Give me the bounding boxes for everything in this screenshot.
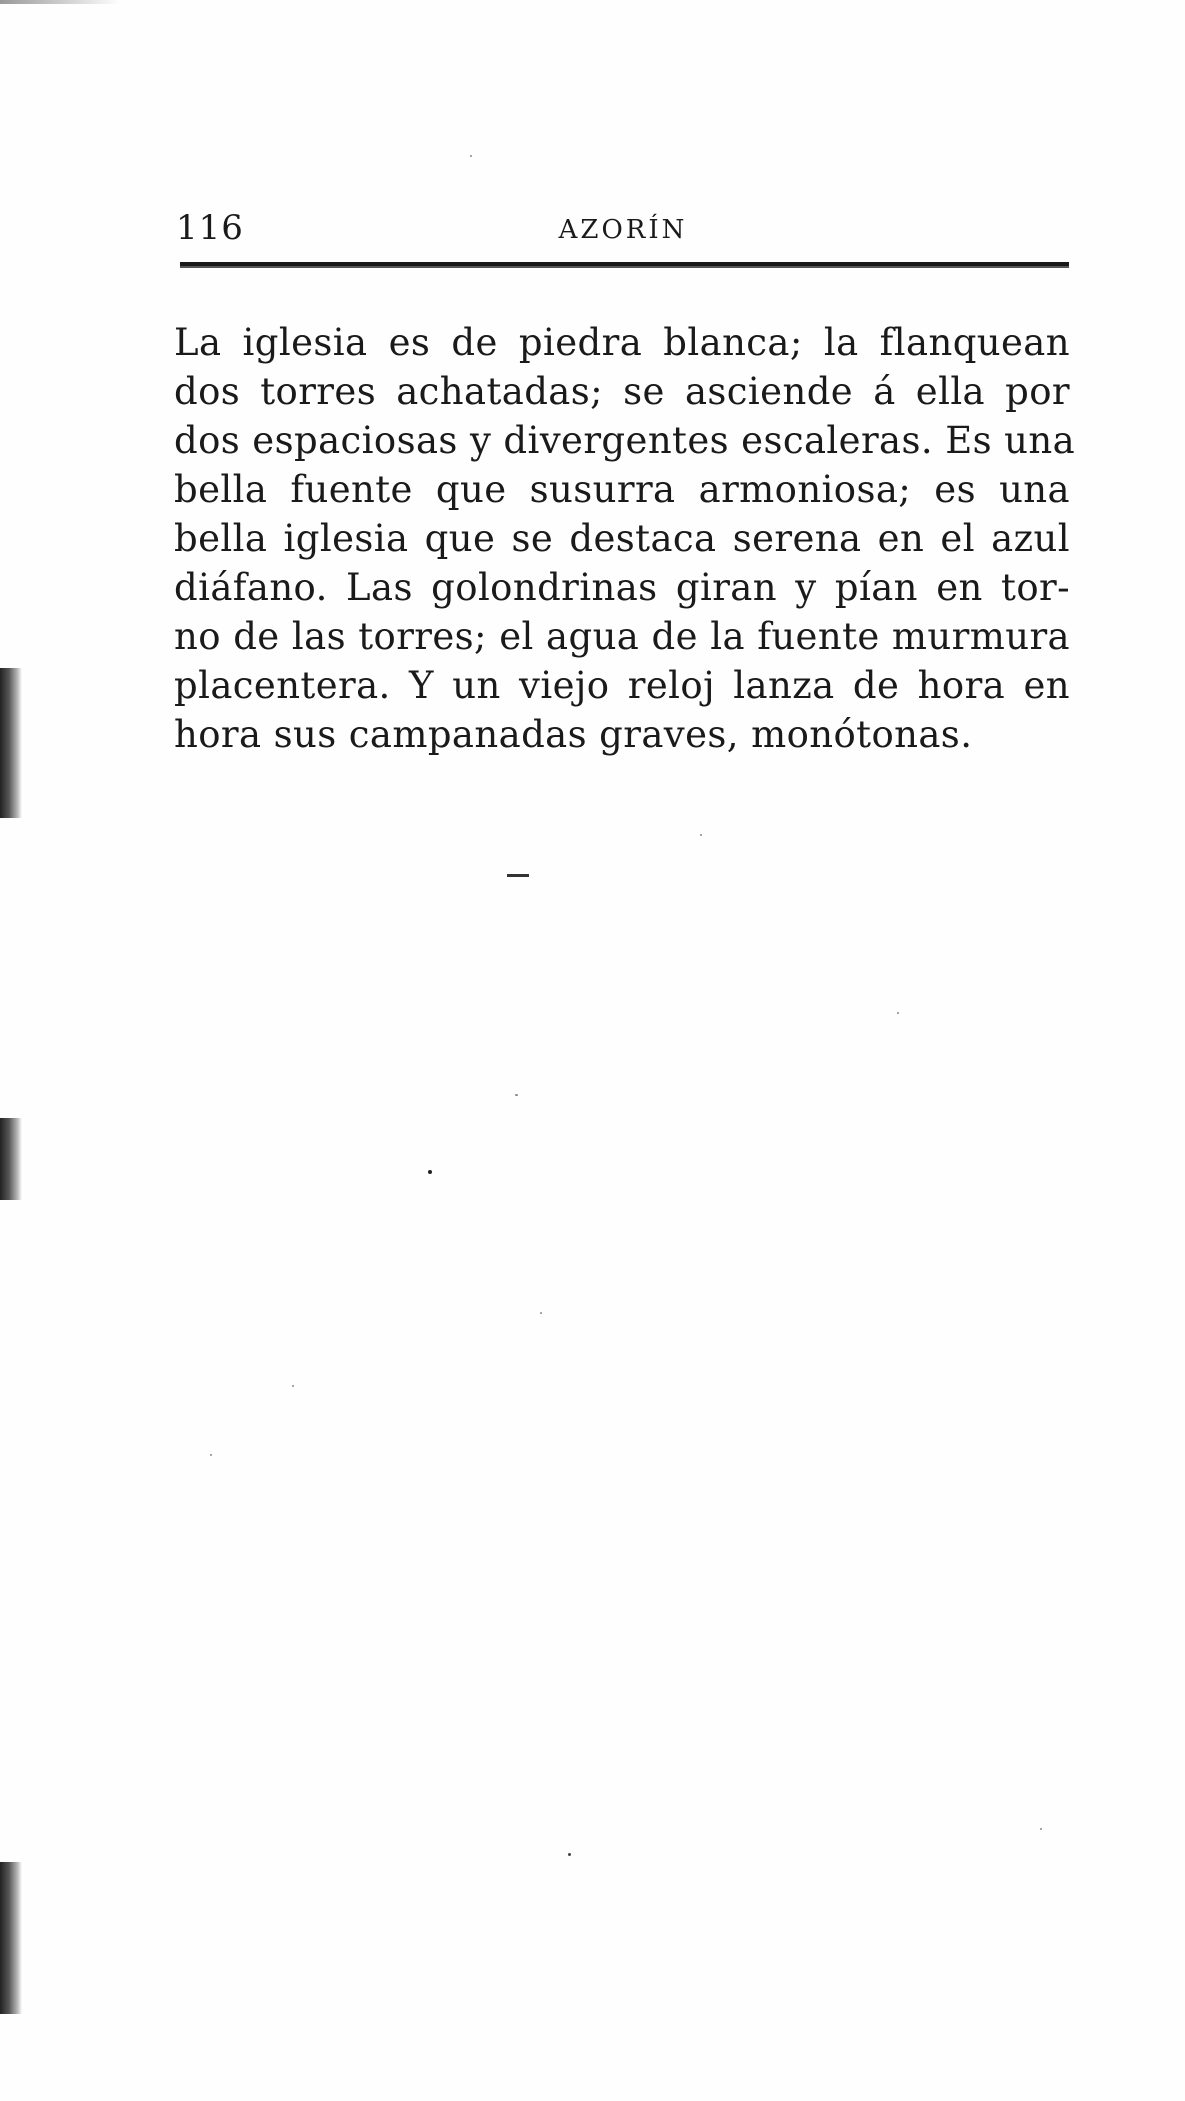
- text-line: placentera. Y un viejo reloj lanza de hora en: [174, 664, 1070, 707]
- paper-speck: [428, 1170, 432, 1174]
- paper-speck: [1040, 1828, 1042, 1830]
- scan-edge-mark: [0, 1862, 22, 2014]
- text-line: dos espaciosas y divergentes escaleras. Es una: [174, 419, 1076, 462]
- page-number: 116: [176, 208, 244, 248]
- paper-speck: [700, 834, 702, 836]
- section-end-dash: [507, 874, 529, 877]
- text-line: bella fuente que susurra armoniosa; es una: [174, 468, 1070, 511]
- paper-speck: [470, 155, 472, 157]
- text-line: La iglesia es de piedra blanca; la flanquean: [174, 321, 1070, 364]
- running-head-author: AZORÍN: [558, 215, 688, 245]
- paper-speck: [897, 1012, 899, 1014]
- scan-edge-mark: [0, 1118, 22, 1200]
- scan-corner-smudge: [0, 0, 120, 4]
- text-line: bella iglesia que se destaca serena en el azul: [174, 517, 1070, 560]
- running-head: [176, 206, 1070, 250]
- paper-speck: [210, 1454, 212, 1456]
- paper-speck: [568, 1853, 571, 1856]
- text-line: hora sus campanadas graves, monótonas.: [174, 713, 973, 756]
- header-rule: [180, 262, 1069, 268]
- body-paragraph: [174, 318, 1076, 759]
- paper-speck: [515, 1094, 518, 1096]
- paper-speck: [540, 1312, 542, 1314]
- text-line: diáfano. Las golondrinas giran y pían en tor-: [174, 566, 1070, 609]
- text-line: dos torres achatadas; se asciende á ella por: [174, 370, 1070, 413]
- paper-speck: [292, 1385, 294, 1387]
- text-line: no de las torres; el agua de la fuente murmura: [174, 615, 1070, 658]
- scan-edge-mark: [0, 668, 22, 818]
